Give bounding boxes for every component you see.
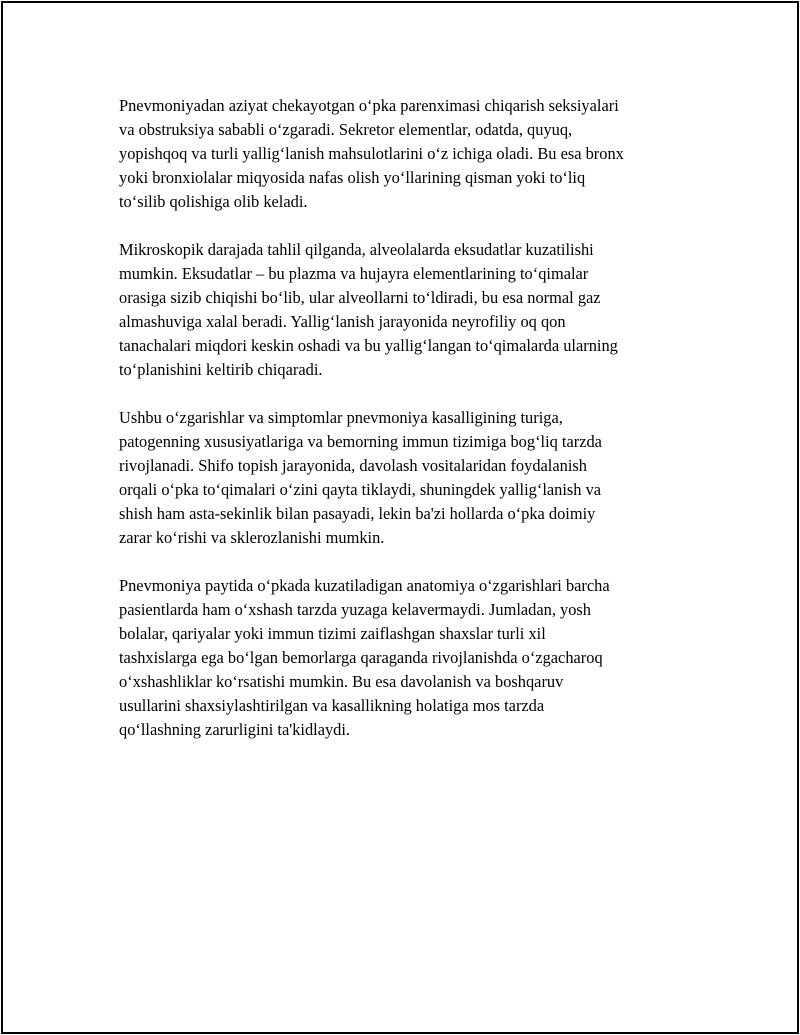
paragraph-2: Mikroskopik darajada tahlil qilganda, alveolalarda eksudatlar kuzatilishi mumkin. Eksudatlar – bu plazma va hujayra elementlarining to‘qimalar orasiga sizib chiqishi bo‘lib, ular alveollarni to‘ldiradi, bu esa normal gaz almashuviga xalal beradi. Yallig‘lanish jarayonida neyrofiliy oq qon tanachalari miqdori keskin oshadi va bu yallig‘langan to‘qimalarda ularning to‘planishini keltirib chiqaradi.: [119, 240, 618, 379]
paragraph-4: Pnevmoniya paytida o‘pkada kuzatiladigan anatomiya o‘zgarishlari barcha pasientlarda ham o‘xshash tarzda yuzaga kelavermaydi. Jumladan, yosh bolalar, qariyalar yoki immun tizimi zaiflashgan shaxslar turli xil tashxislarga ega bo‘lgan bemorlarga qaraganda rivojlanishda o‘zgacharoq o‘xshashliklar ko‘rsatishi mumkin. Bu esa davolanish va boshqaruv usullarini shaxsiylashtirilgan va kasallikning holatiga mos tarzda qo‘llashning zarurligini ta'kidlaydi.: [119, 576, 610, 739]
document-body: [119, 94, 699, 766]
page-border: [1, 1, 799, 1034]
paragraph-1: Pnevmoniyadan aziyat chekayotgan o‘pka parenximasi chiqarish seksiyalari va obstruksiya sababli o‘zgaradi. Sekretor elementlar, odatda, quyuq, yopishqoq va turli yallig‘lanish mahsulotlarini o‘z ichiga oladi. Bu esa bronx yoki bronxiolalar miqyosida nafas olish yo‘llarining qisman yoki to‘liq to‘silib qolishiga olib keladi.: [119, 96, 624, 211]
paragraph-3: Ushbu o‘zgarishlar va simptomlar pnevmoniya kasalligining turiga, patogenning xususiyatlariga va bemorning immun tizimiga bog‘liq tarzda rivojlanadi. Shifo topish jarayonida, davolash vositalaridan foydalanish orqali o‘pka to‘qimalari o‘zini qayta tiklaydi, shuningdek yallig‘lanish va shish ham asta-sekinlik bilan pasayadi, lekin ba'zi hollarda o‘pka doimiy zarar ko‘rishi va sklerozlanishi mumkin.: [119, 408, 602, 547]
